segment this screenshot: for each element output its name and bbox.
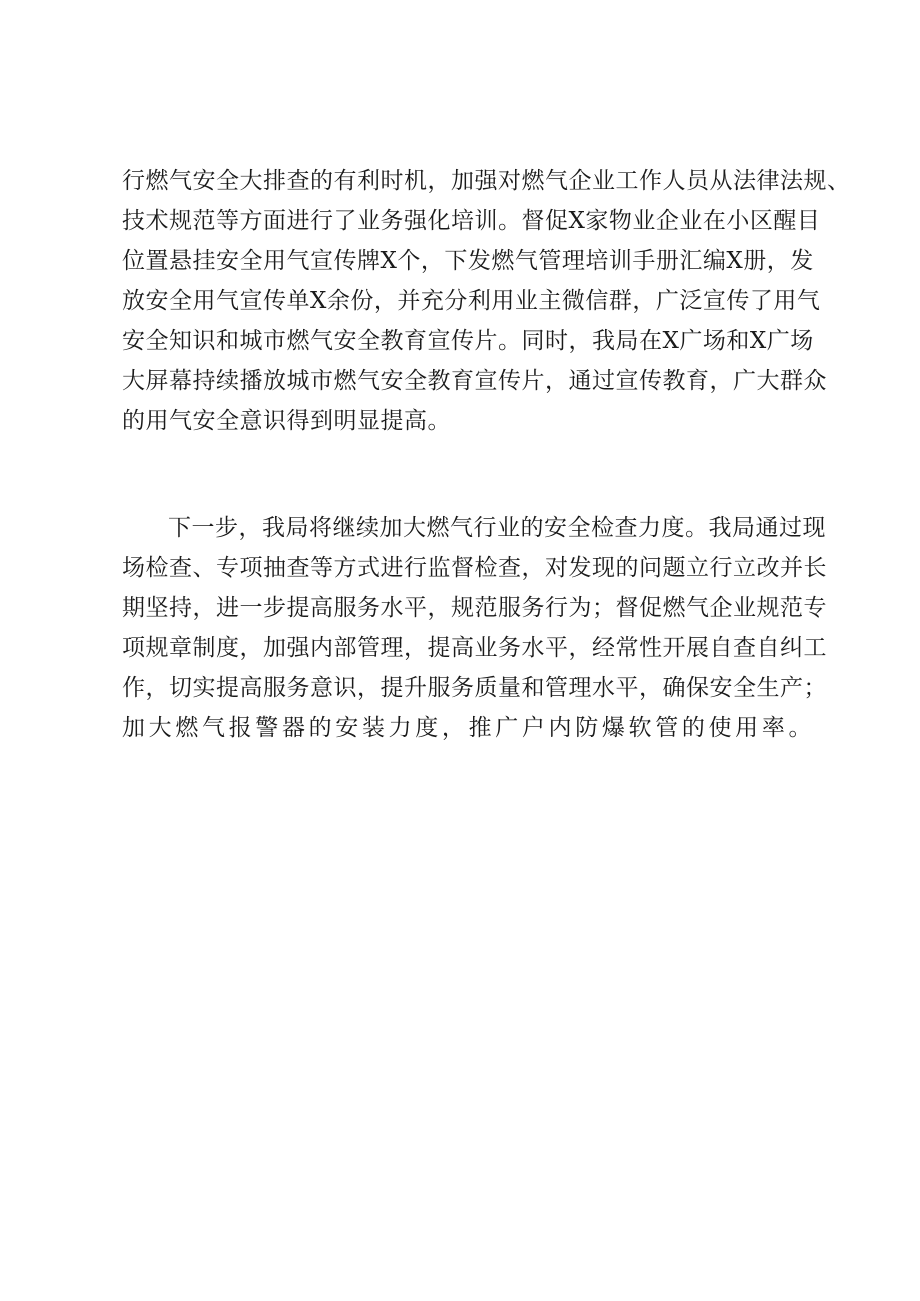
paragraph-line: 技术规范等方面进行了业务强化培训。督促X家物业企业在小区醒目 — [122, 208, 821, 234]
paragraph-1 — [122, 161, 851, 441]
paragraph-line: 行燃气安全大排查的有利时机，加强对燃气企业工作人员从法律法规、 — [122, 168, 851, 194]
paragraph-line: 位置悬挂安全用气宣传牌X个，下发燃气管理培训手册汇编X册，发 — [122, 248, 814, 274]
paragraph-line: 项规章制度，加强内部管理，提高业务水平，经常性开展自查自纠工 — [122, 635, 827, 661]
paragraph-line: 作，切实提高服务意识，提升服务质量和管理水平，确保安全生产； — [122, 675, 827, 701]
paragraph-line: 安全知识和城市燃气安全教育宣传片。同时，我局在X广场和X广场 — [122, 328, 814, 354]
paragraph-line: 期坚持，进一步提高服务水平，规范服务行为；督促燃气企业规范专 — [122, 595, 827, 621]
paragraph-line — [122, 748, 812, 788]
paragraph-line: 大屏幕持续播放城市燃气安全教育宣传片，通过宣传教育，广大群众 — [122, 368, 827, 394]
paragraph-line: 放安全用气宣传单X余份，并充分利用业主微信群，广泛宣传了用气 — [122, 288, 821, 314]
paragraph-line: 加大燃气报警器的安装力度，推广户内防爆软管的使用率。 — [122, 715, 812, 741]
paragraph-line: 的用气安全意识得到明显提高。 — [122, 408, 451, 434]
paragraph-line: 下一步，我局将继续加大燃气行业的安全检查力度。我局通过现 — [168, 515, 826, 541]
paragraph-2 — [122, 508, 827, 788]
paragraph-line: 场检查、专项抽查等方式进行监督检查，对发现的问题立行立改并长 — [122, 555, 827, 581]
